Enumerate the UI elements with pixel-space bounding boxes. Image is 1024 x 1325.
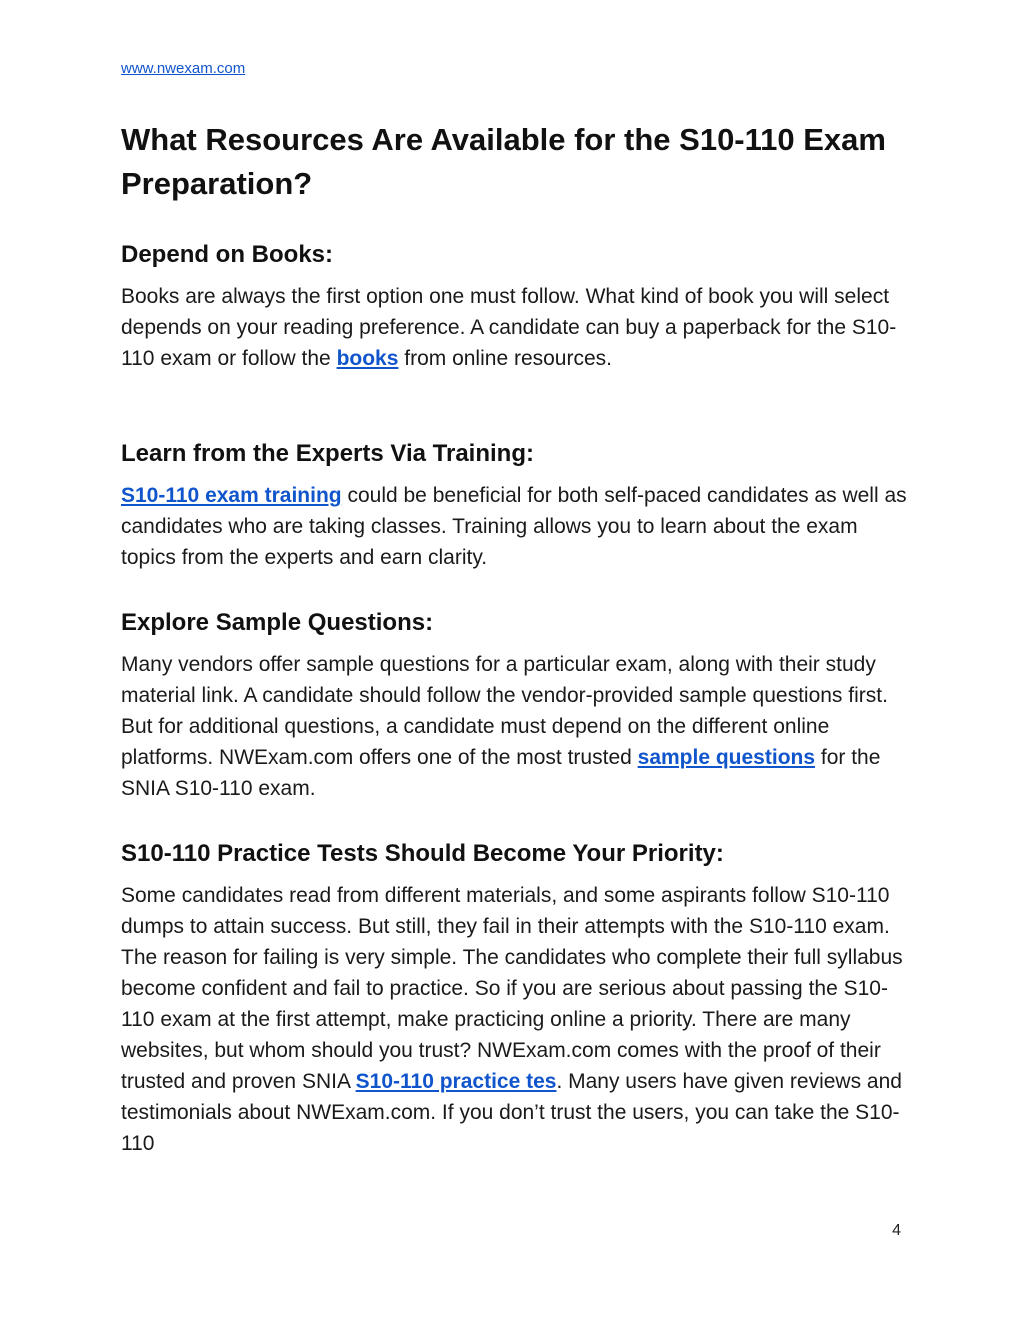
section-sample-questions bbox=[121, 607, 911, 804]
section-training bbox=[121, 438, 911, 573]
section-heading: S10-110 Practice Tests Should Become Your Priority: bbox=[121, 840, 724, 867]
exam-training-link[interactable]: S10-110 exam training bbox=[121, 484, 342, 507]
sample-questions-link[interactable]: sample questions bbox=[637, 746, 816, 769]
body-text: for the SNIA S10-110 exam. bbox=[121, 746, 881, 800]
section-heading: Explore Sample Questions: bbox=[121, 609, 434, 636]
section-heading: Depend on Books: bbox=[121, 241, 334, 268]
section-body bbox=[121, 880, 911, 1159]
section-practice-tests bbox=[121, 838, 911, 1159]
section-body bbox=[121, 281, 911, 374]
body-text: from online resources. bbox=[398, 347, 612, 370]
practice-test-link[interactable]: S10-110 practice tes bbox=[355, 1070, 557, 1093]
section-body bbox=[121, 480, 911, 573]
books-link[interactable]: books bbox=[336, 347, 399, 370]
section-body bbox=[121, 649, 911, 804]
site-url-link[interactable]: www.nwexam.com bbox=[121, 60, 246, 77]
page-number: 4 bbox=[892, 1222, 901, 1239]
page-title: What Resources Are Available for the S10-110 Exam Preparation? bbox=[121, 122, 886, 201]
document-page bbox=[121, 0, 911, 1325]
body-text: could be beneficial for both self-paced candidates as well as candidates who are taking classes. Training allows you to learn about the exam topics from the experts and earn clarity. bbox=[121, 484, 907, 569]
body-text: Many vendors offer sample questions for a particular exam, along with their study material link. A candidate should follow the vendor-provided sample questions first. But for additional questions, a candidate must depend on the different online platforms. NWExam.com offers one of the most trusted bbox=[121, 653, 888, 769]
section-heading: Learn from the Experts Via Training: bbox=[121, 440, 534, 467]
body-text: Books are always the first option one must follow. What kind of book you will select depends on your reading preference. A candidate can buy a paperback for the S10-110 exam or follow the bbox=[121, 285, 897, 370]
body-text: . Many users have given reviews and testimonials about NWExam.com. If you don’t trust the users, you can take the S10-110 bbox=[121, 1070, 902, 1155]
section-books bbox=[121, 239, 911, 374]
body-text: Some candidates read from different materials, and some aspirants follow S10-110 dumps to attain success. But still, they fail in their attempts with the S10-110 exam. The reason for failing is very simple. The candidates who complete their full syllabus become confident and fail to practice. So if you are serious about passing the S10-110 exam at the first attempt, make practicing online a priority. There are many websites, but whom should you trust? NWExam.com comes with the proof of their trusted and proven SNIA bbox=[121, 884, 903, 1093]
